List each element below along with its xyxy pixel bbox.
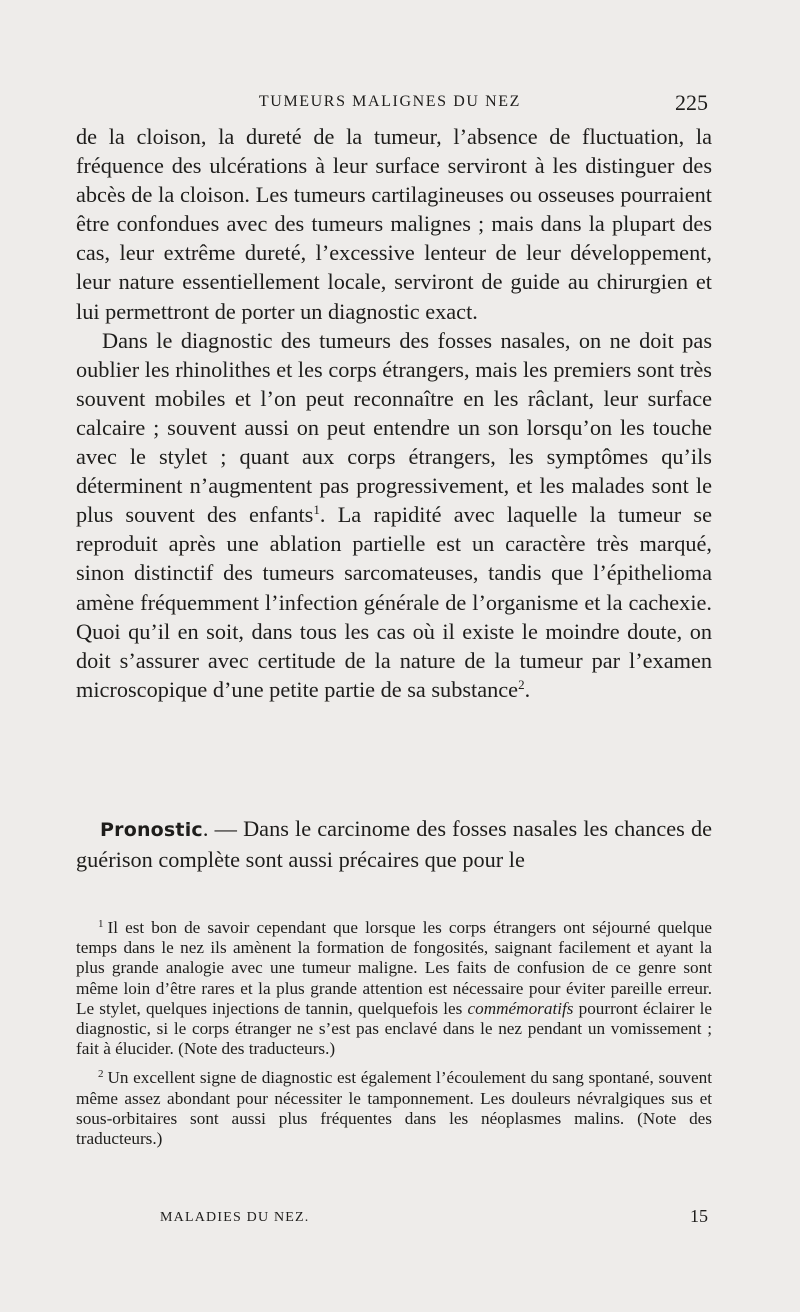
footnote-1-text-a: Il est bon de savoir cependant que lorsque les corps étrangers ont séjourné quelque temps dans le nez ils amènent la formation de fongosités, saignant facilement et ayant la plus grande analogie avec une tumeur maligne. Les faits de confusion de ce genre sont même loin d’être rares et la plus grande attention est nécessaire pour éviter pareille erreur. Le stylet, quelques injections de tannin, quelquefois les	[76, 918, 712, 1018]
footnote-2-text: Un excellent signe de diagnostic est également l’écoulement du sang spontané, souvent même assez abondant pour nécessiter le tamponnement. Les douleurs névralgiques sus et sous-orbitaires sont aussi plus fréquentes dans les néoplasmes malins. (Note des traducteurs.)	[76, 1068, 712, 1149]
prognosis-section	[76, 814, 712, 875]
footnote-1-mark: 1	[98, 918, 104, 930]
section-heading-suffix: . —	[202, 816, 244, 841]
paragraph-2	[76, 326, 712, 704]
main-text	[76, 122, 712, 704]
footnote-ref-2: 2	[518, 676, 525, 692]
paragraph-2-part-2: . La rapidité avec laquelle la tumeur se reproduit après une ablation partielle est un caractère très marqué, sinon distinctif des tumeurs sarcomateuses, tandis que l’épithelioma amène fréquemment l’infection générale de l’organisme et la cachexie. Quoi qu’il en soit, dans tous les cas où il existe le moindre doute, on doit s’assurer avec certitude de la nature de la tumeur par l’examen microscopique d’une petite partie de sa substance	[76, 502, 712, 702]
footnotes	[76, 914, 712, 1154]
footnote-1	[76, 914, 712, 1059]
footnote-1-text-b: pourront éclairer le diagnostic, si le corps étranger ne s’est pas enclavé dans le nez pendant un vomissement ; fait à élucider. (Note des traducteurs.)	[76, 998, 712, 1059]
footnote-2-mark: 2	[98, 1068, 104, 1081]
footnote-ref-1: 1	[313, 502, 320, 518]
paragraph-2-part-1: Dans le diagnostic des tumeurs des fosses nasales, on ne doit pas oublier les rhinolithes et les corps étrangers, mais les premiers sont très souvent mobiles et l’on peut reconnaître en les râclant, leur surface calcaire ; souvent aussi on peut entendre un son lorsqu’on les touche avec le stylet ; quant aux corps étrangers, les symptômes qu’ils déterminent n’augmentent pas progressivement, et les malades sont le plus souvent des enfants	[76, 327, 712, 528]
signature-label: MALADIES DU NEZ.	[160, 1210, 310, 1225]
footnote-1-emphasis: commémoratifs	[467, 998, 574, 1018]
page-header	[72, 90, 708, 116]
printer-signature	[160, 1206, 708, 1228]
footnote-2	[76, 1064, 712, 1149]
page-number: 225	[675, 90, 708, 115]
running-title: TUMEURS MALIGNES DU NEZ	[258, 93, 522, 110]
paragraph-1: de la cloison, la dureté de la tumeur, l’absence de fluctuation, la fréquence des ulcérations à leur surface serviront à les distinguer des abcès de la cloison. Les tumeurs cartilagineuses ou osseuses pourraient être confondues avec des tumeurs malignes ; mais dans la plupart des cas, leur extrême dureté, l’excessive lenteur de leur développement, leur nature essentiellement locale, serviront de guide au chirurgien et lui permettront de porter un diagnostic exact.	[76, 124, 712, 324]
paragraph-2-end: .	[524, 676, 531, 702]
section-heading: Pronostic	[100, 819, 203, 841]
section-text: Dans le carcinome des fosses nasales les chances de guérison complète sont aussi précaires que pour le	[76, 816, 712, 872]
signature-number: 15	[690, 1206, 708, 1226]
